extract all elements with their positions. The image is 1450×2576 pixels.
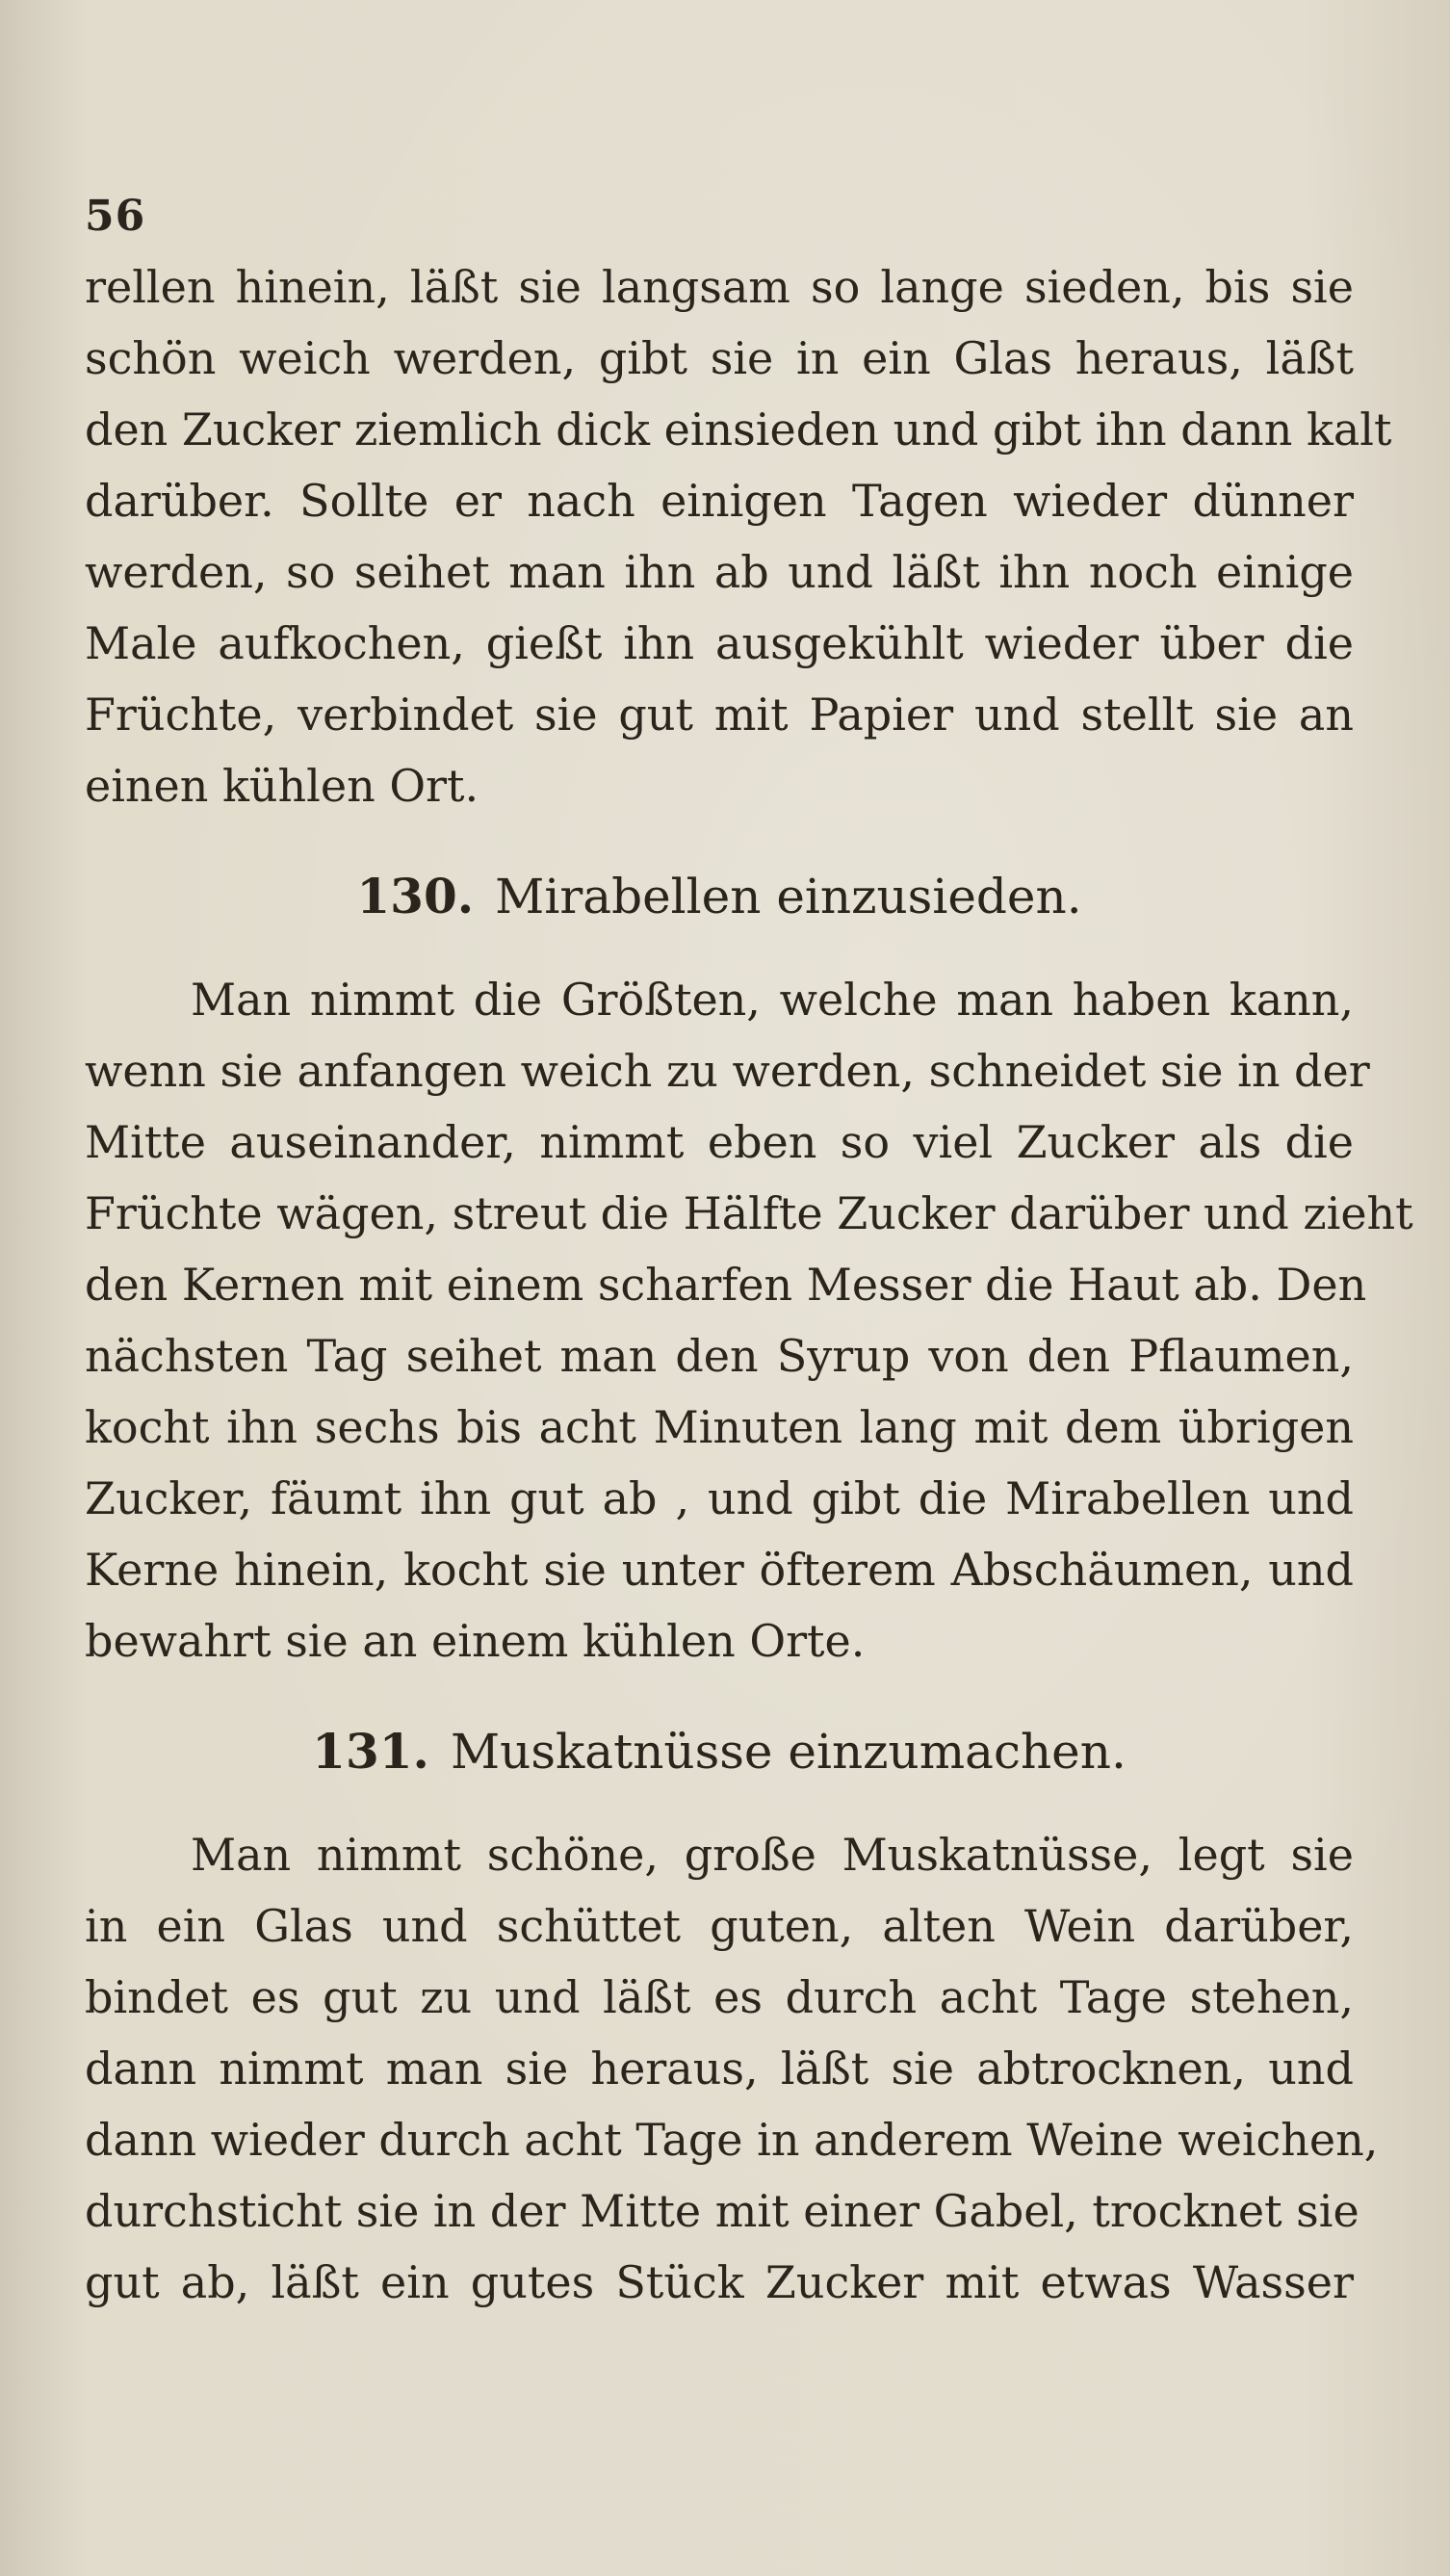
recipe-number: 131. (312, 1723, 429, 1780)
text-line: dann wieder durch acht Tage in anderem Weine weichen, (85, 2114, 1379, 2166)
recipe-heading-131 (85, 1713, 1354, 1790)
text-line: den Kernen mit einem scharfen Messer die Haut ab. Den (85, 1259, 1367, 1311)
text-line: Man nimmt schöne, große Muskatnüsse, legt sie (191, 1829, 1354, 1881)
text-line: Mitte auseinander, nimmt eben so viel Zucker als die (85, 1116, 1354, 1168)
continuation-paragraph (85, 251, 1392, 821)
recipe-number: 130. (356, 868, 475, 924)
recipe-title: Muskatnüsse einzumachen. (450, 1724, 1126, 1780)
text-line: bewahrt sie an einem kühlen Orte. (85, 1615, 866, 1667)
text-line: Male aufkochen, gießt ihn ausgekühlt wieder über die (85, 617, 1354, 669)
text-line: in ein Glas und schüttet guten, alten Wein darüber, (85, 1900, 1354, 1952)
text-line: nächsten Tag seihet man den Syrup von den Pflaumen, (85, 1330, 1354, 1382)
text-line: darüber. Sollte er nach einigen Tagen wieder dünner (85, 475, 1354, 527)
recipe-heading-130 (85, 858, 1354, 935)
text-line: wenn sie anfangen weich zu werden, schneidet sie in der (85, 1045, 1370, 1097)
text-line: Kerne hinein, kocht sie unter öfterem Abschäumen, und (85, 1544, 1354, 1596)
page-number: 56 (85, 192, 146, 241)
text-line: Man nimmt die Größten, welche man haben kann, (191, 974, 1354, 1026)
recipe-body-131 (85, 1819, 1379, 2318)
text-line: rellen hinein, läßt sie langsam so lange sieden, bis sie (85, 261, 1354, 313)
text-line: den Zucker ziemlich dick einsieden und gibt ihn dann kalt (85, 403, 1392, 455)
text-line: schön weich werden, gibt sie in ein Glas heraus, läßt (85, 332, 1354, 384)
text-line: durchsticht sie in der Mitte mit einer Gabel, trocknet sie (85, 2185, 1359, 2237)
text-line: gut ab, läßt ein gutes Stück Zucker mit etwas Wasser (85, 2256, 1354, 2308)
recipe-body-130 (85, 964, 1413, 1677)
text-line: dann nimmt man sie heraus, läßt sie abtrocknen, und (85, 2043, 1354, 2095)
text-line: Früchte wägen, streut die Hälfte Zucker darüber und zieht (85, 1187, 1413, 1239)
text-line: Früchte, verbindet sie gut mit Papier und stellt sie an (85, 689, 1354, 741)
text-line: einen kühlen Ort. (85, 760, 479, 812)
text-line: bindet es gut zu und läßt es durch acht Tage stehen, (85, 1971, 1354, 2023)
text-line: werden, so seihet man ihn ab und läßt ihn noch einige (85, 546, 1354, 598)
text-line: kocht ihn sechs bis acht Minuten lang mit dem übrigen (85, 1401, 1354, 1453)
recipe-title: Mirabellen einzusieden. (495, 869, 1082, 924)
text-line: Zucker, fäumt ihn gut ab , und gibt die Mirabellen und (85, 1472, 1354, 1524)
